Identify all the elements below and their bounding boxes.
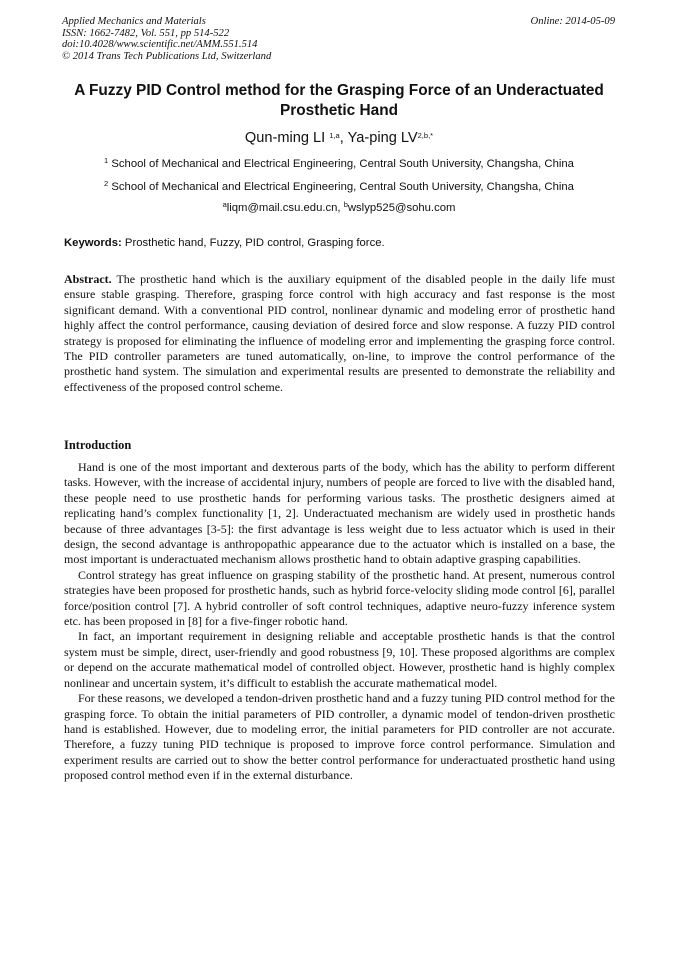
intro-paragraph-4: For these reasons, we developed a tendon-driven prosthetic hand and a fuzzy tuning PID control method for the grasping force. To obtain the initial parameters of PID controller, a dynamic model of tendon-driven prosthetic hand is established. However, due to modeling error, the initial parameters for PID controller are not accurate. Therefore, a fuzzy tuning PID technique is proposed to improve force control performance. Simulation and experiment results are carried out to show the better control performance for underactuated prosthetic hand using proposed control method even if in the external disturbance.: [64, 691, 615, 783]
paper-title: A Fuzzy PID Control method for the Grasping Force of an Underactuated Prosthetic Hand: [74, 82, 604, 119]
author-line: [0, 129, 678, 147]
email-a-mark: a: [222, 200, 227, 209]
affiliation-2-text: School of Mechanical and Electrical Engineering, Central South University, Changsha, China: [111, 181, 574, 193]
keywords-label: Keywords:: [64, 237, 122, 249]
affiliation-1-text: School of Mechanical and Electrical Engineering, Central South University, Changsha, China: [111, 158, 574, 170]
email-line: [0, 201, 678, 215]
doi-line: doi:10.4028/www.scientific.net/AMM.551.514: [62, 39, 258, 51]
intro-paragraph-1: Hand is one of the most important and dexterous parts of the body, which has the ability to perform different tasks. However, with the increase of accidental injury, numbers of people are forced to live with the disabled hand, these people need to use prosthetic hands for performing various tasks. The prosthetic designers aimed at replicating hand’s complex functionality [1, 2]. Underactuated mechanism are widely used in prosthetic hands because of three advantages [3-5]: the first advantage is less weight due to less actuator which is used in their design, the second advantage is anthropopathic appearance due to the actuator which is installed on a base, the most important is underactuated mechanism allows prosthetic hand to obtain adaptive grasping capabilities.: [64, 460, 615, 567]
journal-header: [62, 16, 271, 62]
abstract-label: Abstract.: [64, 272, 112, 286]
intro-paragraph-3: In fact, an important requirement in designing reliable and acceptable prosthetic hands is that the control system must be simple, direct, user-friendly and good robustness [9, 10]. These proposed algorithms are complex or depend on the accurate mathematical model of controlled object. However, prosthetic hand is highly complex nonlinear and uncertain system, it’s difficult to establish the accurate mathematical model.: [64, 629, 615, 690]
affiliation-1: [0, 157, 678, 171]
author-2-name: Ya-ping LV: [347, 130, 418, 146]
abstract-text: The prosthetic hand which is the auxiliary equipment of the disabled people in the daily life must ensure stable grasping. Therefore, grasping force control with high accuracy and fast response is the most significant demand. With a conventional PID control, nonlinear dynamic and modeling error of prosthetic hand highly affect the control performance, causing deviation of desired force and slow response. A fuzzy PID control strategy is proposed for eliminating the influence of modeling error and implementing the grasping force control. The PID controller parameters are tuned automatically, on-line, to improve the control performance of the prosthetic hand system. The simulation and experimental results are presented to demonstrate the reliability and effectiveness of the proposed control scheme.: [64, 272, 615, 394]
introduction-heading: Introduction: [64, 438, 132, 452]
affiliation-2-number: 2: [104, 179, 109, 188]
author-separator: ,: [339, 130, 348, 146]
affiliation-1-number: 1: [104, 156, 109, 165]
issn-line: ISSN: 1662-7482, Vol. 551, pp 514-522: [62, 27, 230, 39]
journal-name: Applied Mechanics and Materials: [62, 16, 206, 27]
online-date: Online: 2014-05-09: [530, 16, 615, 27]
email-separator: ,: [337, 202, 344, 214]
abstract: [64, 272, 615, 395]
keywords-text: Prosthetic hand, Fuzzy, PID control, Grasping force.: [121, 237, 385, 249]
copyright-line: © 2014 Trans Tech Publications Ltd, Switzerland: [62, 50, 272, 62]
email-b-mark: b: [343, 200, 348, 209]
affiliation-2: [0, 180, 678, 194]
author-1-affiliation-mark: 1,a: [329, 131, 340, 140]
introduction-body: [64, 460, 615, 784]
keywords: [64, 236, 385, 250]
author-2-affiliation-mark: 2,b,*: [417, 131, 434, 140]
email-b: wslyp525@sohu.com: [347, 202, 456, 214]
author-1-name: Qun-ming LI: [244, 130, 326, 146]
email-a: liqm@mail.csu.edu.cn: [226, 202, 338, 214]
intro-paragraph-2: Control strategy has great influence on grasping stability of the prosthetic hand. At present, numerous control strategies have been proposed for prosthetic hands, such as hybrid force-velocity sliding mode control [6], parallel force/position control [7]. A hybrid controller of soft control techniques, adaptive neuro-fuzzy inference system etc. has been proposed in [8] for a five-finger robotic hand.: [64, 567, 615, 629]
